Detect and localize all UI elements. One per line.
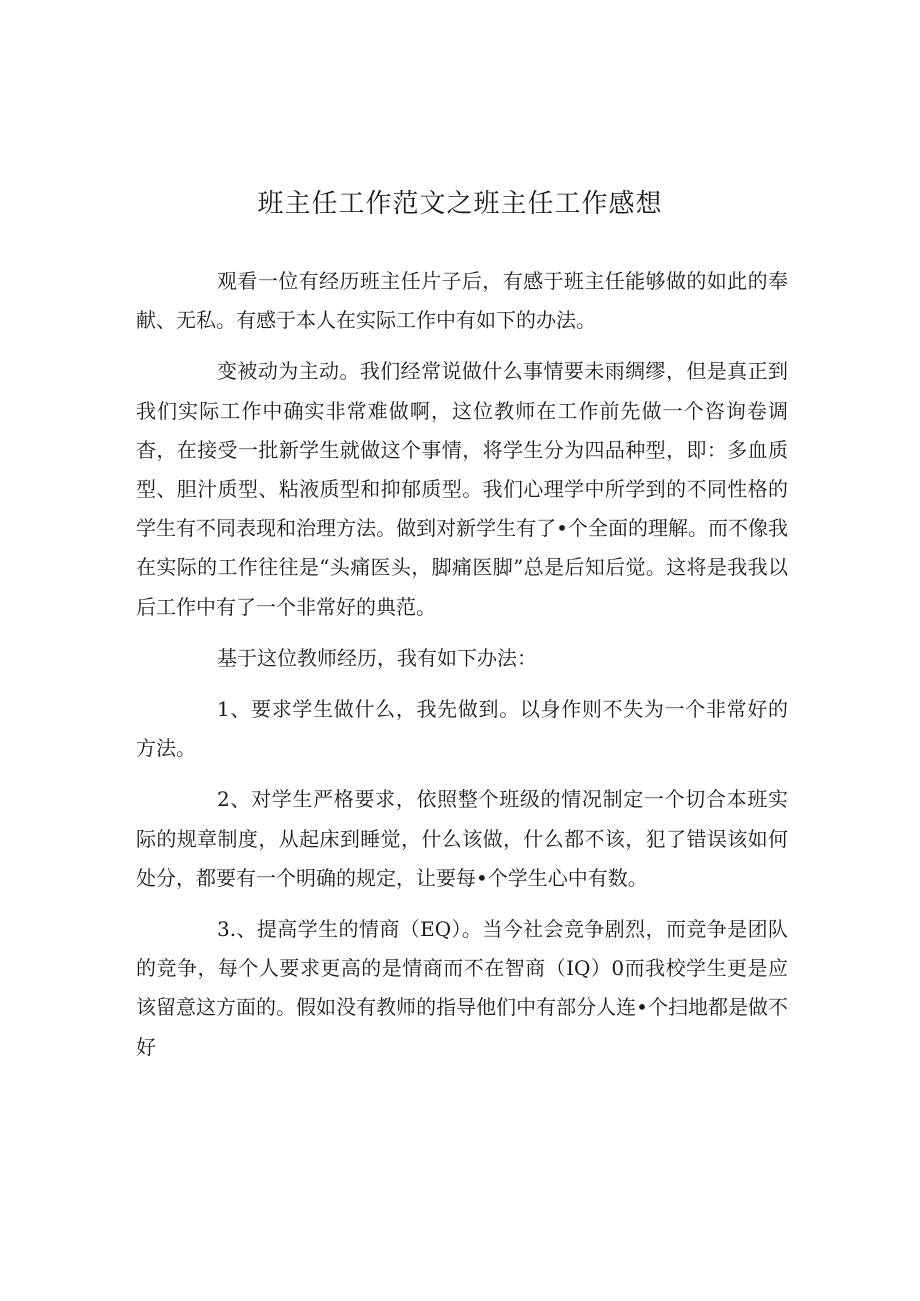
document-body bbox=[136, 262, 788, 1079]
paragraph-method-2: 2、对学生严格要求，依照整个班级的情况制定一个切合本班实际的规章制度，从起床到睡觉，什么该做，什么都不该，犯了错误该如何处分，都要有一个明确的规定，让要每•个学生心中有数。 bbox=[136, 787, 788, 890]
paragraph-proactive: 变被动为主动。我们经常说做什么事情要未雨绸缪，但是真正到我们实际工作中确实非常难做啊，这位教师在工作前先做一个咨询卷调杳，在接受一批新学生就做这个事情，将学生分为四品种型，即：多血质型、胆汁质型、粘液质型和抑郁质型。我们心理学中所学到的不同性格的学生有不同表现和治理方法。做到对新学生有了•个全面的理解。而不像我在实际的工作往往是“头痛医头，脚痛医脚”总是后知后觉。这将是我我以后工作中有了一个非常好的典范。 bbox=[136, 359, 788, 619]
paragraph-method-1: 1、要求学生做什么，我先做到。以身作则不失为一个非常好的方法。 bbox=[136, 697, 788, 761]
paragraph-intro: 观看一位有经历班主任片子后，有感于班主任能够做的如此的奉献、无私。有感于本人在实际工作中有如下的办法。 bbox=[136, 269, 788, 333]
paragraph-method-3: 3.、提高学生的情商（EQ）。当今社会竞争剧烈，而竞争是团队的竞争，每个人要求更高的是情商而不在智商（IQ）0而我校学生更是应该留意这方面的。假如没有教师的指导他们中有部分人连•个扫地都是做不好 bbox=[136, 917, 788, 1059]
document-title: 班主任工作范文之班主任工作感想 bbox=[257, 189, 663, 219]
paragraph-methods-intro: 基于这位教师经历，我有如下办法： bbox=[217, 645, 537, 670]
